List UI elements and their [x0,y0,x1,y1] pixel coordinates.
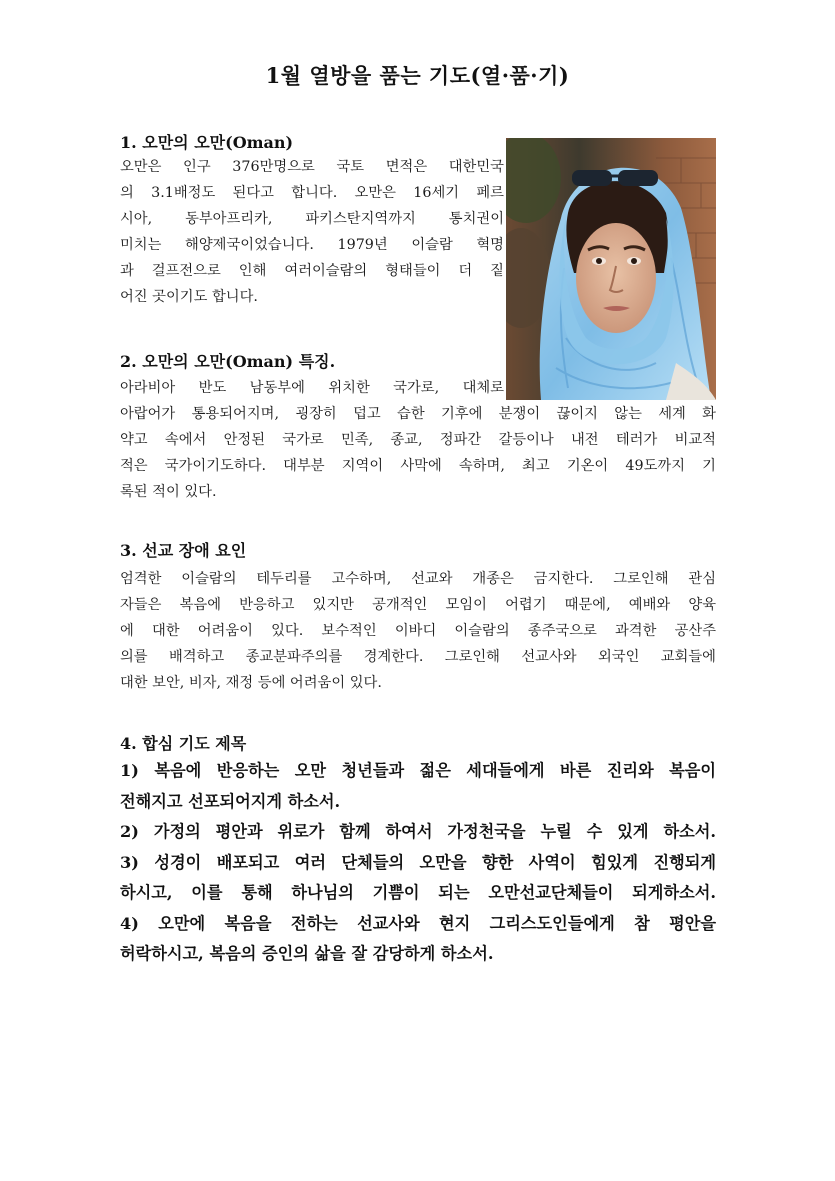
text-line: 아라비아 반도 남동부에 위치한 국가로, 대체로 [120,380,504,396]
text-line: 의 3.1배정도 된다고 합니다. 오만은 16세기 페르 [120,185,504,201]
text-line: 에 대한 어려움이 있다. 보수적인 이바디 이슬람의 종주국으로 과격한 공산주 [120,623,716,639]
prayer-item-line: 하시고, 이를 통해 하나님의 기쁨이 되는 오만선교단체들이 되게하소서. [120,883,716,902]
section-2-text [120,375,716,505]
section-4-heading: 4. 합심 기도 제목 [120,734,247,753]
text-line: 오만은 인구 376만명으로 국토 면적은 대한민국 [120,159,504,175]
text-line: 어진 곳이기도 합니다. [120,289,258,305]
prayer-item-line: 허락하시고, 복음의 증인의 삶을 잘 감당하게 하소서. [120,944,494,963]
text-line: 적은 국가이기도하다. 대부분 지역이 사막에 속하며, 최고 기온이 49도까지 기 [120,458,716,474]
text-line: 미치는 해양제국이었습니다. 1979년 이슬람 혁명 [120,237,504,253]
prayer-item-line: 4) 오만에 복음을 전하는 선교사와 현지 그리스도인들에게 참 평안을 [120,913,716,933]
text-line: 의를 배격하고 종교분파주의를 경계한다. 그로인해 선교사와 외국인 교회들에 [120,649,716,665]
section-3-heading: 3. 선교 장애 요인 [120,541,247,560]
text-line: 시아, 동부아프리카, 파키스탄지역까지 통치권이 [120,211,504,227]
woman-photo [506,138,716,400]
text-line: 엄격한 이슬람의 테두리를 고수하며, 선교와 개종은 금지한다. 그로인해 관심 [120,571,716,587]
section-2-heading: 2. 오만의 오만(Oman) 특징. [120,352,336,371]
text-line: 대한 보안, 비자, 재정 등에 어려움이 있다. [120,675,382,691]
page-title: 1월 열방을 품는 기도(열·품·기) [265,63,570,88]
prayer-item-line: 1) 복음에 반응하는 오만 청년들과 젊은 세대들에게 바른 진리와 복음이 [120,761,716,780]
text-line: 아랍어가 통용되어지며, 굉장히 덥고 습한 기후에 분쟁이 끊이지 않는 세계 화 [120,406,716,422]
section-1-heading: 1. 오만의 오만(Oman) [120,133,294,152]
text-line: 과 걸프전으로 인해 여러이슬람의 형태들이 더 짙 [120,263,504,279]
prayer-item-line: 전해지고 선포되어지게 하소서. [120,791,341,811]
text-line: 록된 적이 있다. [120,484,217,500]
prayer-list [120,756,716,970]
prayer-item-line: 3) 성경이 배포되고 여러 단체들의 오만을 향한 사역이 힘있게 진행되게 [120,852,716,872]
text-line: 약고 속에서 안정된 국가로 민족, 종교, 정파간 갈등이나 내전 테러가 비교적 [120,432,716,448]
section-1-text [120,154,504,310]
section-3-text [120,566,716,696]
text-line: 자들은 복음에 반응하고 있지만 공개적인 모임이 어렵기 때문에, 예배와 양육 [120,597,716,613]
prayer-item-line: 2) 가정의 평안과 위로가 함께 하여서 가정천국을 누릴 수 있게 하소서. [120,822,716,841]
